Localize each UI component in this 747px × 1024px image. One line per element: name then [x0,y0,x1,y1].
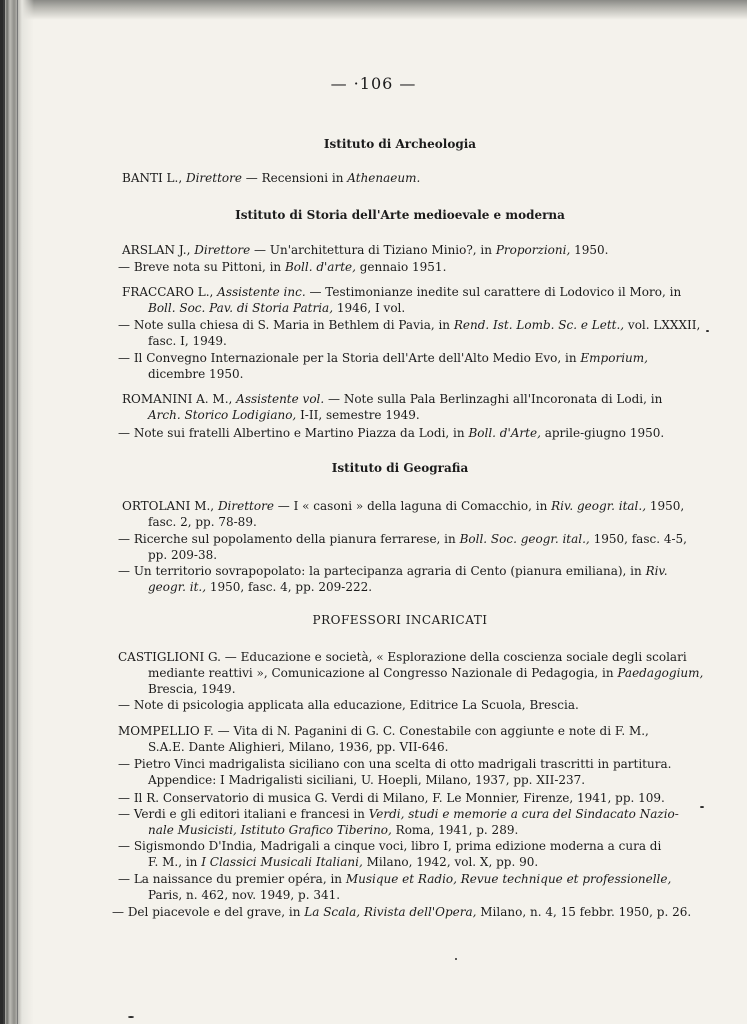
entry-romanini-2: — Note sui fratelli Albertino e Martino Piazza da Lodi, in Boll. d'Arte, aprile-giugno 1950. [118,426,665,440]
entry-castiglioni-1-cont: mediante reattivi », Comunicazione al Congresso Nazionale di Pedagogia, in Paedagogium, [148,666,704,680]
page-number: — ·106 — [330,74,417,93]
scan-speck [455,958,457,960]
entry-mompellio-4-cont: nale Musicisti, Istituto Grafico Tiberino, Roma, 1941, p. 289. [148,823,519,837]
entry-ortolani-2: — Ricerche sul popolamento della pianura ferrarese, in Boll. Soc. geogr. ital., 1950, fasc. 4-5, [118,532,687,546]
entry-romanini-1-cont: Arch. Storico Lodigiano, I-II, semestre 1949. [148,408,420,422]
entry-mompellio-5: — Sigismondo D'India, Madrigali a cinque voci, libro I, prima edizione moderna a cura di [118,839,662,853]
entry-mompellio-1: MOMPELLIO F. — Vita di N. Paganini di G. C. Conestabile con aggiunte e note di F. M., [118,724,649,738]
section-heading-incaricati: PROFESSORI INCARICATI [312,613,488,627]
entry-fraccaro-1: FRACCARO L., Assistente inc. — Testimonianze inedite sul carattere di Lodovico il Moro, in [122,285,682,299]
scan-speck [128,1016,134,1018]
entry-fraccaro-1-cont: Boll. Soc. Pav. di Storia Patria, 1946, I vol. [148,301,406,315]
section-heading-geografia: Istituto di Geografia [331,461,469,475]
scan-binding-line [3,0,5,1024]
scan-speck [706,330,709,332]
entry-fraccaro-2-cont: fasc. I, 1949. [148,334,227,348]
entry-mompellio-2-cont: Appendice: I Madrigalisti siciliani, U. Hoepli, Milano, 1937, pp. XII-237. [148,773,586,787]
entry-mompellio-6-cont: Paris, n. 462, nov. 1949, p. 341. [148,888,341,902]
scan-binding-line [17,0,18,1024]
scan-top-edge [0,0,747,20]
entry-arslan-2: — Breve nota su Pittoni, in Boll. d'arte, gennaio 1951. [118,260,447,274]
entry-romanini-1: ROMANINI A. M., Assistente vol. — Note sulla Pala Berlinzaghi all'Incoronata di Lodi, in [122,392,663,406]
entry-ortolani-3-cont: geogr. it., 1950, fasc. 4, pp. 209-222. [148,580,373,594]
entry-ortolani-3: — Un territorio sovrapopolato: la partecipanza agraria di Cento (pianura emiliana), in Riv. [118,564,668,578]
entry-castiglioni-1-cont2: Brescia, 1949. [148,682,236,696]
entry-mompellio-5-cont: F. M., in I Classici Musicali Italiani, Milano, 1942, vol. X, pp. 90. [148,855,539,869]
entry-mompellio-3: — Il R. Conservatorio di musica G. Verdi di Milano, F. Le Monnier, Firenze, 1941, pp. 109. [118,791,665,805]
entry-fraccaro-3: — Il Convegno Internazionale per la Storia dell'Arte dell'Alto Medio Evo, in Emporium, [118,351,648,365]
scan-speck [700,806,704,808]
entry-castiglioni-1: CASTIGLIONI G. — Educazione e società, « Esplorazione della coscienza sociale degli scolari [118,650,687,664]
entry-arslan-1: ARSLAN J., Direttore — Un'architettura di Tiziano Minio?, in Proporzioni, 1950. [122,243,609,257]
entry-mompellio-1-cont: S.A.E. Dante Alighieri, Milano, 1936, pp. VII-646. [148,740,449,754]
entry-ortolani-1-cont: fasc. 2, pp. 78-89. [148,515,257,529]
entry-ortolani-1: ORTOLANI M., Direttore — I « casoni » della laguna di Comacchio, in Riv. geogr. ital., 1950, [122,499,685,513]
entry-ortolani-2-cont: pp. 209-38. [148,548,218,562]
entry-fraccaro-3-cont: dicembre 1950. [148,367,244,381]
entry-mompellio-7: — Del piacevole e del grave, in La Scala, Rivista dell'Opera, Milano, n. 4, 15 febbr. 1950, p. 26. [112,905,692,919]
entry-castiglioni-2: — Note di psicologia applicata alla educazione, Editrice La Scuola, Brescia. [118,698,579,712]
entry-mompellio-4: — Verdi e gli editori italiani e francesi in Verdi, studi e memorie a cura del Sindacato Nazio- [118,807,679,821]
entry-mompellio-2: — Pietro Vinci madrigalista siciliano con una scelta di otto madrigali trascritti in partitura. [118,757,672,771]
section-heading-archeologia: Istituto di Archeologia [323,137,477,151]
section-heading-arte: Istituto di Storia dell'Arte medioevale e moderna [235,208,565,222]
entry-banti: BANTI L., Direttore — Recensioni in Athenaeum. [122,171,421,185]
entry-mompellio-6: — La naissance du premier opéra, in Musique et Radio, Revue technique et professionelle, [118,872,672,886]
entry-fraccaro-2: — Note sulla chiesa di S. Maria in Bethlem di Pavia, in Rend. Ist. Lomb. Sc. e Lett., vol. LXXXII, [118,318,701,332]
